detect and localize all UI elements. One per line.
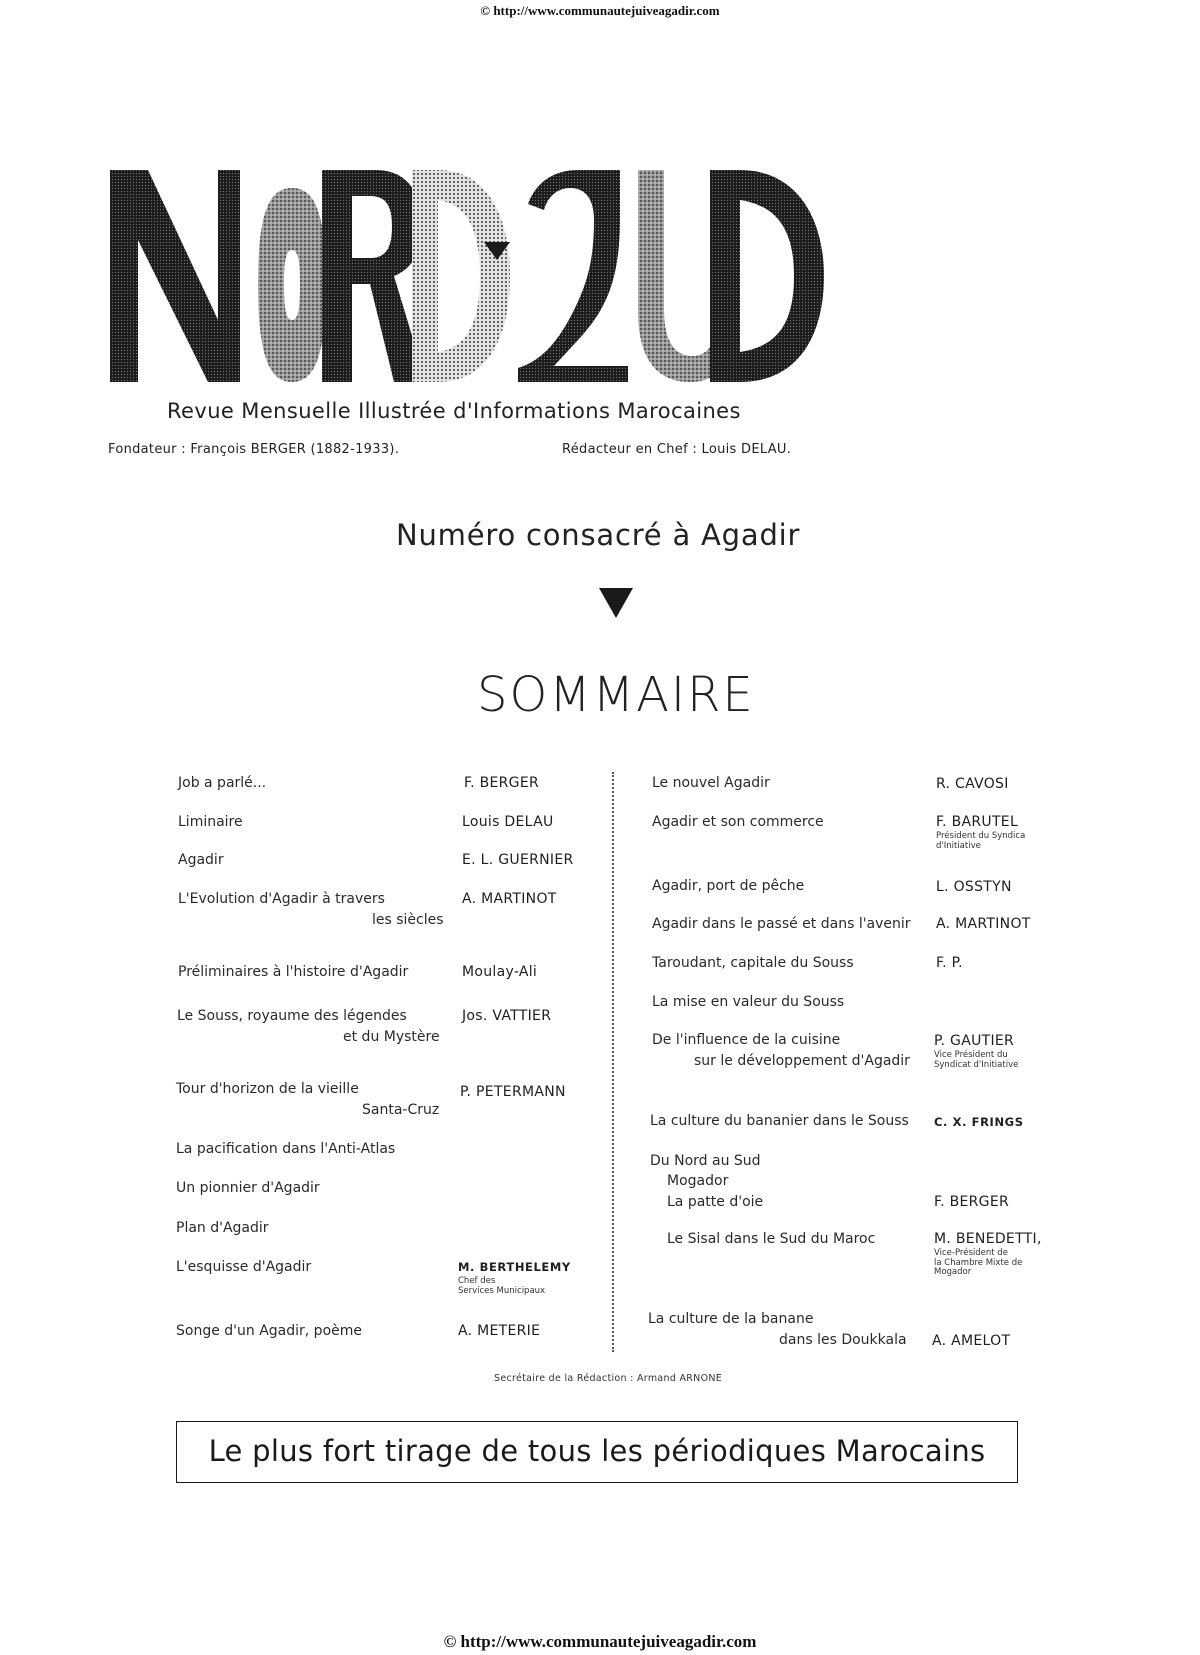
- toc-entry-title: Agadir dans le passé et dans l'avenir: [652, 916, 911, 932]
- toc-entry-note: [934, 1051, 1018, 1070]
- toc-entry-title: Du Nord au Sud: [650, 1153, 761, 1169]
- toc-entry-author: M. BERTHELEMY: [458, 1260, 571, 1274]
- toc-entry-author: C. X. FRINGS: [934, 1115, 1024, 1129]
- toc-entry-author: F. BERGER: [464, 775, 540, 791]
- toc-entry-author: P. GAUTIER: [934, 1033, 1015, 1049]
- tagline-text: Le plus fort tirage de tous les périodiques Marocains: [208, 1434, 986, 1468]
- copyright-bottom: © http://www.communautejuiveagadir.com: [443, 1632, 757, 1651]
- toc-note-line: Chef des: [458, 1276, 496, 1286]
- toc-entry-title: Liminaire: [178, 814, 243, 830]
- toc-entry-title: De l'influence de la cuisine: [652, 1032, 841, 1048]
- secretary-line: Secrétaire de la Rédaction : Armand ARNONE: [494, 1373, 723, 1384]
- toc-entry-author: A. METERIE: [458, 1323, 541, 1339]
- logo-letter-n: [110, 170, 240, 382]
- toc-entry-title: La culture du bananier dans le Souss: [650, 1113, 909, 1129]
- toc-entry-title: Agadir: [178, 852, 224, 868]
- toc-note-line: Vice Président du: [934, 1050, 1008, 1060]
- toc-entry-author: M. BENEDETTI,: [934, 1231, 1042, 1247]
- toc-entry-author: A. MARTINOT: [936, 916, 1031, 932]
- toc-entry-title: Agadir et son commerce: [652, 814, 824, 830]
- toc-entry-author: A. MARTINOT: [462, 891, 557, 907]
- toc-entry-author: L. OSSTYN: [936, 879, 1012, 895]
- logo-letter-d-right: [710, 170, 824, 382]
- toc-entry-author: Louis DELAU: [462, 814, 554, 830]
- toc-note-line: Syndicat d'Initiative: [934, 1059, 1019, 1070]
- toc-note-line: Président du Syndica: [936, 831, 1026, 841]
- logo-letter-s: [518, 170, 628, 382]
- masthead-editor: Rédacteur en Chef : Louis DELAU.: [562, 442, 792, 457]
- masthead-founder: Fondateur : François BERGER (1882-1933).: [108, 442, 400, 457]
- toc-entry-title: La mise en valeur du Souss: [652, 994, 845, 1010]
- toc-entry-author: F. BERGER: [934, 1194, 1010, 1210]
- toc-entry-author: E. L. GUERNIER: [462, 852, 574, 868]
- toc-entry-title-continued: sur le développement d'Agadir: [694, 1053, 910, 1069]
- toc-note-line: Vice-Président de: [934, 1248, 1008, 1258]
- toc-entry-title-continued: les siècles: [372, 912, 444, 928]
- toc-entry-author: R. CAVOSI: [936, 776, 1009, 792]
- down-triangle-icon: [599, 588, 633, 618]
- toc-entry-title: Le Sisal dans le Sud du Maroc: [667, 1231, 876, 1247]
- toc-entry-title: Un pionnier d'Agadir: [176, 1180, 320, 1196]
- toc-entry-author: Moulay-Ali: [462, 964, 538, 980]
- toc-entry-title: La pacification dans l'Anti-Atlas: [176, 1141, 396, 1157]
- toc-entry-title-continued: dans les Doukkala: [779, 1332, 907, 1348]
- logo-letter-r: [322, 170, 426, 382]
- toc-entry-title-continued: Mogador: [667, 1173, 729, 1189]
- column-divider: [612, 772, 614, 1352]
- toc-entry-title: La culture de la banane: [648, 1311, 814, 1327]
- toc-entry-note: [936, 832, 1025, 851]
- toc-entry-title: Le nouvel Agadir: [652, 775, 770, 791]
- toc-entry-title: Préliminaires à l'histoire d'Agadir: [178, 964, 409, 980]
- logo-letter-o: [258, 188, 326, 382]
- toc-entry-title-continued: La patte d'oie: [667, 1194, 764, 1210]
- toc-note-line: la Chambre Mixte de: [934, 1257, 1023, 1268]
- toc-entry-author: Jos. VATTIER: [462, 1008, 552, 1024]
- tagline-box: [176, 1421, 1018, 1483]
- toc-note-line: Mogador: [934, 1267, 972, 1277]
- toc-entry-title: Taroudant, capitale du Souss: [652, 955, 854, 971]
- masthead-subtitle: Revue Mensuelle Illustrée d'Informations Marocaines: [167, 399, 741, 423]
- toc-entry-title: Job a parlé...: [178, 775, 267, 791]
- toc-entry-note: [934, 1249, 1022, 1278]
- toc-entry-author: F. P.: [936, 955, 963, 971]
- toc-entry-title-continued: Santa-Cruz: [362, 1102, 440, 1118]
- toc-entry-title-continued: et du Mystère: [343, 1029, 440, 1045]
- toc-entry-author: P. PETERMANN: [460, 1084, 566, 1100]
- toc-entry-title: Songe d'un Agadir, poème: [176, 1323, 362, 1339]
- toc-note-line: d'Initiative: [936, 840, 981, 851]
- copyright-top: © http://www.communautejuiveagadir.com: [480, 3, 720, 18]
- toc-entry-title: Agadir, port de pêche: [652, 878, 805, 894]
- nord-sud-logo: [108, 160, 828, 390]
- toc-entry-note: [458, 1277, 545, 1296]
- toc-entry-title: Plan d'Agadir: [176, 1220, 269, 1236]
- sommaire-title: SOMMAIRE: [477, 667, 755, 723]
- toc-entry-author: A. AMELOT: [932, 1333, 1011, 1349]
- logo-letter-d-left: [412, 170, 510, 382]
- toc-entry-title: L'Evolution d'Agadir à travers: [178, 891, 385, 907]
- toc-entry-author: F. BARUTEL: [936, 814, 1019, 830]
- issue-title: Numéro consacré à Agadir: [396, 518, 801, 552]
- toc-note-line: Services Municipaux: [458, 1285, 546, 1296]
- toc-entry-title: Tour d'horizon de la vieille: [176, 1081, 359, 1097]
- toc-entry-title: Le Souss, royaume des légendes: [177, 1008, 407, 1024]
- toc-entry-title: L'esquisse d'Agadir: [176, 1259, 312, 1275]
